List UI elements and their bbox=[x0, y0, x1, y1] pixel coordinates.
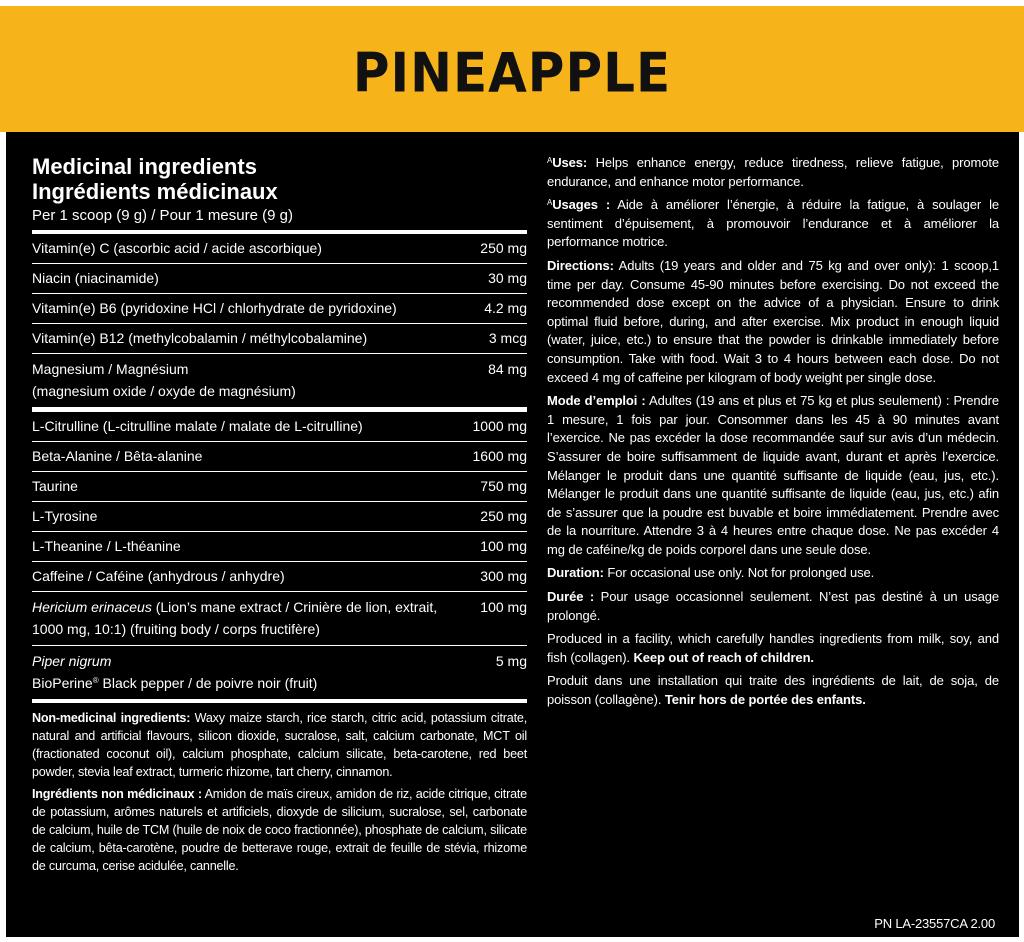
directions-en: Directions: Adults (19 years and older and 75 kg and over only): 1 scoop,1 time per day. Consume 45-90 minutes before exercising. Do not exceed the recommended dose except on the advice of a physician. Ensure to drink optimal fluid before, during, and after exercise. Mix product in enough liquid (water, juice, etc.) to ensure that the powder is drinkable immediately before consumption. Take with food. Wait 3 to 4 hours between each dose. Do not exceed 4 mg of caffeine per kilogram of body weight per single dose. bbox=[547, 257, 999, 385]
piper-latin: Piper nigrum bbox=[32, 653, 112, 669]
ingredient-qty: 3 mcg bbox=[488, 330, 527, 346]
duration-fr: Durée : Pour usage occasionnel seulement. N’est pas destiné à un usage prolongé. bbox=[547, 589, 999, 623]
ingredient-row-hericium bbox=[32, 592, 527, 646]
ingredient-group-vitamins bbox=[32, 234, 527, 354]
ingredient-qty: 30 mg bbox=[488, 270, 527, 286]
ingredient-name: Vitamin(e) C (ascorbic acid / acide ascorbique) bbox=[32, 240, 322, 256]
part-number: PN LA-23557CA 2.00 bbox=[874, 916, 995, 931]
per-scoop-line: Per 1 scoop (9 g) / Pour 1 mesure (9 g) bbox=[32, 207, 293, 224]
hericium-desc: (Lion’s mane extract / Crinière de lion, extrait, 1000 mg, 10:1) (fruiting body / corps fructifère) bbox=[32, 599, 438, 637]
medicinal-column bbox=[32, 154, 527, 879]
ingredient-qty: 1000 mg bbox=[472, 418, 527, 434]
non-medicinal-section bbox=[32, 709, 527, 875]
magnesium-qty: 84 mg bbox=[488, 361, 527, 377]
ingredient-name: Vitamin(e) B12 (methylcobalamin / méthylcobalamine) bbox=[32, 330, 368, 346]
ingredient-row-magnesium bbox=[32, 354, 527, 408]
ingredient-row bbox=[32, 324, 527, 354]
ingredient-row bbox=[32, 412, 527, 442]
ingredient-row bbox=[32, 234, 527, 264]
non-medicinal-en: Non-medicinal ingredients: Waxy maize starch, rice starch, citric acid, potassium citrate, natural and artificial flavours, silicon dioxide, sucralose, salt, calcium carbonate, MCT oil (fractionated coconut oil), calcium phosphate, calcium silicate, beta-carotene, red beet powder, stevia leaf extract, turmeric rhizome, tart cherry, cinnamon. bbox=[32, 711, 528, 779]
piper-qty: 5 mg bbox=[495, 653, 527, 669]
ingredient-name: Beta-Alanine / Bêta-alanine bbox=[32, 448, 203, 464]
non-medicinal-fr: Ingrédients non médicinaux : Amidon de maïs cireux, amidon de riz, acide citrique, citrate de potassium, arômes naturels et artificiels, dioxyde de silicium, sucralose, sel, carbonate de calcium, huile de TCM (huile de noix de coco fractionnée), phosphate de calcium, silicate de calcium, bêta-carotène, poudre de betterave rouge, extrait de feuille de stévia, rhizome de curcuma, cerise acidulée, cannelle. bbox=[32, 787, 527, 873]
ingredient-qty: 250 mg bbox=[480, 508, 527, 524]
ingredient-row bbox=[32, 442, 527, 472]
ingredient-name: Vitamin(e) B6 (pyridoxine HCl / chlorhydrate de pyridoxine) bbox=[32, 300, 397, 316]
ingredient-qty: 4.2 mg bbox=[484, 300, 527, 316]
uses-fr: $^A$Usages : Aide à améliorer l’énergie, à réduire la fatigue, à soulager le sentiment d’épuisement, à promouvoir l’endurance et à améliorer la performance motrice. bbox=[547, 197, 999, 250]
ingredient-qty: 300 mg bbox=[480, 568, 527, 584]
directions-column bbox=[547, 154, 999, 715]
medicinal-title-en: Medicinal ingredients bbox=[32, 154, 257, 179]
ingredient-qty: 100 mg bbox=[480, 538, 527, 554]
label-panel bbox=[6, 132, 1019, 937]
piper-brand: BioPerine bbox=[32, 675, 93, 691]
flavor-banner bbox=[0, 6, 1024, 132]
ingredient-row bbox=[32, 532, 527, 562]
ingredient-name: L-Theanine / L-théanine bbox=[32, 538, 181, 554]
ingredient-qty: 750 mg bbox=[480, 478, 527, 494]
ingredient-name: Caffeine / Caféine (anhydrous / anhydre) bbox=[32, 568, 285, 584]
ingredient-row-piper bbox=[32, 646, 527, 699]
ingredient-name: Taurine bbox=[32, 478, 78, 494]
allergen-en: Produced in a facility, which carefully handles ingredients from milk, soy, and fish (collagen). Keep out of reach of children. bbox=[547, 631, 999, 665]
ingredient-name: Niacin (niacinamide) bbox=[32, 270, 159, 286]
allergen-fr: Produit dans une installation qui traite des ingrédients de lait, de soja, de poisson (collagène). Tenir hors de portée des enfants. bbox=[547, 673, 999, 708]
ingredient-row bbox=[32, 562, 527, 592]
ingredient-group-aminos bbox=[32, 412, 527, 592]
ingredient-row bbox=[32, 264, 527, 294]
directions-fr: Mode d’emploi : Adultes (19 ans et plus et 75 kg et plus seulement) : Prendre 1 mesure, 1 fois par jour. Consommer dans les 45 à 90 minutes avant l’exercice. Ne pas excéder la dose recommandée sauf sur avis d’un médecin. S’assurer de boire suffisamment de liquide avant, durant et après l’exercice. Mélanger le produit dans une quantité suffisante de liquide (eau, jus, etc.). Mélanger le produit dans une quantité suffisante de liquide (eau, jus, etc.) afin de s’assurer que la poudre est buvable et boire immédiatement. Prendre avec de la nourriture. Attendre 3 à 4 heures entre chaque dose. Ne pas excéder 4 mg de caféine/kg de poids corporel dans une seule dose. bbox=[547, 393, 999, 557]
piper-desc: Black pepper / de poivre noir (fruit) bbox=[98, 675, 318, 691]
hericium-qty: 100 mg bbox=[480, 599, 527, 615]
medicinal-title-fr: Ingrédients médicinaux bbox=[32, 179, 278, 204]
ingredient-row bbox=[32, 502, 527, 532]
thick-rule bbox=[32, 699, 527, 703]
duration-en: Duration: For occasional use only. Not for prolonged use. bbox=[547, 565, 875, 581]
registered-mark: ® bbox=[92, 676, 99, 685]
ingredient-name: L-Tyrosine bbox=[32, 508, 98, 524]
hericium-latin: Hericium erinaceus bbox=[32, 599, 152, 615]
ingredient-name: L-Citrulline (L-citrulline malate / malate de L-citrulline) bbox=[32, 418, 363, 434]
ingredient-row bbox=[32, 294, 527, 324]
magnesium-source: (magnesium oxide / oxyde de magnésium) bbox=[32, 383, 296, 399]
uses-en: $^A$Uses: Helps enhance energy, reduce tiredness, relieve fatigue, promote endurance, and enhance motor performance. bbox=[547, 155, 999, 189]
ingredient-qty: 250 mg bbox=[480, 240, 527, 256]
ingredient-qty: 1600 mg bbox=[472, 448, 527, 464]
magnesium-name: Magnesium / Magnésium bbox=[32, 361, 189, 377]
flavor-title: PINEAPPLE bbox=[352, 41, 672, 105]
ingredient-row bbox=[32, 472, 527, 502]
